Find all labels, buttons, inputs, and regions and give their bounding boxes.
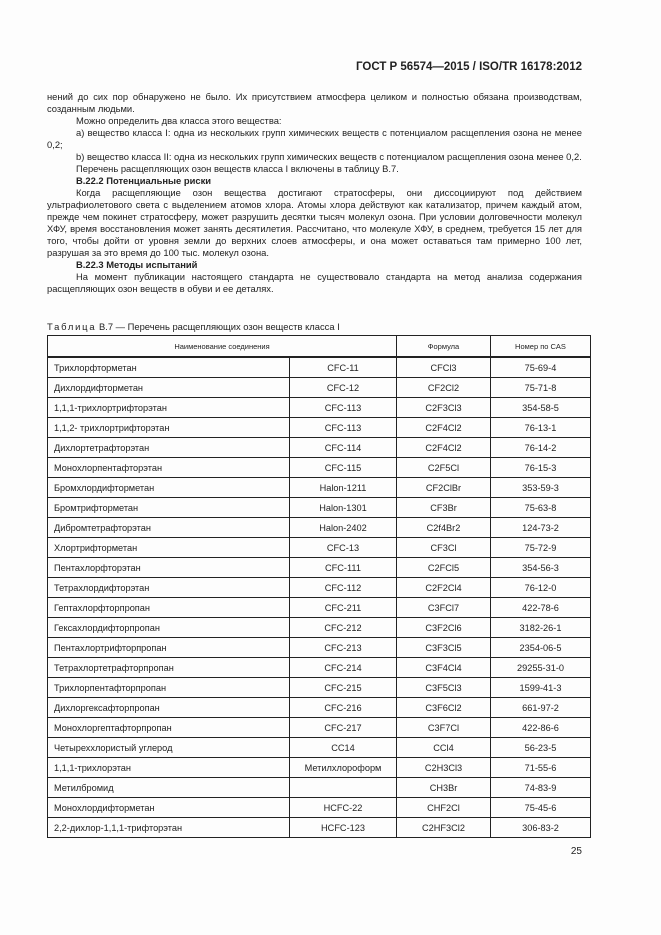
formula: C3F4Cl4 xyxy=(397,658,491,678)
compound-name: 1,1,1-трихлорэтан xyxy=(48,758,290,778)
table-row xyxy=(48,758,591,778)
table-row xyxy=(48,538,591,558)
compound-name: Тетрахлортетрафторпропан xyxy=(48,658,290,678)
formula: C3FCl7 xyxy=(397,598,491,618)
cas-number: 2354-06-5 xyxy=(491,638,591,658)
cas-number: 422-86-6 xyxy=(491,718,591,738)
compound-code: CC14 xyxy=(290,738,397,758)
compound-name: 1,1,2- трихлортрифторэтан xyxy=(48,418,290,438)
compound-code: CFC-215 xyxy=(290,678,397,698)
formula: C3F2Cl6 xyxy=(397,618,491,638)
paragraph: На момент публикации настоящего стандарта не существовало стандарта на метод анализа содержания расщепляющих озон веществ в обуви и ее деталях. xyxy=(47,271,582,294)
compound-code: CFC-211 xyxy=(290,598,397,618)
formula: CCl4 xyxy=(397,738,491,758)
table-row xyxy=(48,658,591,678)
compound-code: HCFC-22 xyxy=(290,798,397,818)
table-row xyxy=(48,738,591,758)
table-row xyxy=(48,798,591,818)
formula: C3F5Cl3 xyxy=(397,678,491,698)
compound-name: Пентахлортрифторпропан xyxy=(48,638,290,658)
compound-code: CFC-217 xyxy=(290,718,397,738)
table-row xyxy=(48,518,591,538)
table-row xyxy=(48,398,591,418)
cas-number: 76-13-1 xyxy=(491,418,591,438)
table-row xyxy=(48,698,591,718)
table-row xyxy=(48,718,591,738)
formula: CFCl3 xyxy=(397,357,491,378)
formula: C2F3Cl3 xyxy=(397,398,491,418)
paragraph: нений до сих пор обнаружено не было. Их присутствием атмосфера целиком и полностью обязана производствам, созданным людьми. xyxy=(47,91,582,114)
compound-name: Гексахлордифторпропан xyxy=(48,618,290,638)
table-row xyxy=(48,438,591,458)
compound-name: Трихлорпентафторпропан xyxy=(48,678,290,698)
cas-number: 76-12-0 xyxy=(491,578,591,598)
compound-code: CFC-216 xyxy=(290,698,397,718)
compound-code: CFC-113 xyxy=(290,398,397,418)
paragraph: a) вещество класса I: одна из нескольких групп химических веществ с потенциалом расщепления озона не менее 0,2; xyxy=(47,127,582,150)
cas-number: 422-78-6 xyxy=(491,598,591,618)
cas-number: 76-14-2 xyxy=(491,438,591,458)
compound-code: HCFC-123 xyxy=(290,818,397,838)
formula: CHF2Cl xyxy=(397,798,491,818)
compound-name: Гептахлорфторпропан xyxy=(48,598,290,618)
compound-code: CFC-112 xyxy=(290,578,397,598)
header-cas: Номер по CAS xyxy=(491,336,591,358)
compound-name: Монохлоргептафторпропан xyxy=(48,718,290,738)
formula: CF2ClBr xyxy=(397,478,491,498)
paragraph: Когда расщепляющие озон вещества достигают стратосферы, они диссоциируют под действием ультрафиолетового света с выделением атомов хлора. Атомы хлора действуют как катализатор, причем каждый атом, прежде чем покинет стратосферу, может разрушить десятки тысяч молекул озона. При условии долговечности молекул ХФУ, время восстановления может занять десятилетия. Рассчитано, что молекуле ХФУ, в среднем, требуется 15 лет для того, чтобы дойти от уровня земли до верхних слоев атмосферы, и она может оставаться там примерно 100 лет, разрушая за это время до 100 тыс. молекул озона. xyxy=(47,187,582,258)
body-text xyxy=(47,91,582,295)
compound-name: Бромхлордифторметан xyxy=(48,478,290,498)
table-row xyxy=(48,818,591,838)
table-row xyxy=(48,598,591,618)
page-number: 25 xyxy=(570,846,582,857)
compound-name: Хлортрифторметан xyxy=(48,538,290,558)
compound-name: Тетрахлордифторэтан xyxy=(48,578,290,598)
compound-code: CFC-11 xyxy=(290,357,397,378)
caption-text: В.7 — Перечень расщепляющих озон веществ класса I xyxy=(98,321,340,332)
compound-code: CFC-111 xyxy=(290,558,397,578)
formula: C2F4Cl2 xyxy=(397,438,491,458)
table-row xyxy=(48,498,591,518)
header-name: Наименование соединения xyxy=(48,336,397,358)
paragraph: Можно определить два класса этого вещества: xyxy=(76,115,282,126)
formula: C2FCl5 xyxy=(397,558,491,578)
compound-code: CFC-212 xyxy=(290,618,397,638)
table-row xyxy=(48,378,591,398)
compound-code: CFC-114 xyxy=(290,438,397,458)
compound-name: 1,1,1-трихлортрифторэтан xyxy=(48,398,290,418)
formula: C3F7Cl xyxy=(397,718,491,738)
formula: C2F2Cl4 xyxy=(397,578,491,598)
formula: C2F5Cl xyxy=(397,458,491,478)
formula: CF3Br xyxy=(397,498,491,518)
table-row xyxy=(48,638,591,658)
cas-number: 124-73-2 xyxy=(491,518,591,538)
cas-number: 3182-26-1 xyxy=(491,618,591,638)
cas-number: 75-71-8 xyxy=(491,378,591,398)
table-row xyxy=(48,678,591,698)
cas-number: 75-45-6 xyxy=(491,798,591,818)
table-row xyxy=(48,458,591,478)
table-row xyxy=(48,357,591,378)
compound-name: Дихлоргексафторпропан xyxy=(48,698,290,718)
compound-code: CFC-115 xyxy=(290,458,397,478)
formula: CH3Br xyxy=(397,778,491,798)
compound-name: Бромтрифторметан xyxy=(48,498,290,518)
compound-code: Метилхлороформ xyxy=(290,758,397,778)
compound-code: Halon-2402 xyxy=(290,518,397,538)
caption-label: Таблица xyxy=(47,321,97,332)
compound-code: CFC-13 xyxy=(290,538,397,558)
section-heading: В.22.2 Потенциальные риски xyxy=(76,175,212,186)
formula: C2f4Br2 xyxy=(397,518,491,538)
cas-number: 75-63-8 xyxy=(491,498,591,518)
compound-name: Монохлордифторметан xyxy=(48,798,290,818)
cas-number: 71-55-6 xyxy=(491,758,591,778)
table-row xyxy=(48,618,591,638)
cas-number: 74-83-9 xyxy=(491,778,591,798)
compound-name: Трихлорфторметан xyxy=(48,357,290,378)
compound-name: Пентахлорфторэтан xyxy=(48,558,290,578)
compound-name: Монохлорпентафторэтан xyxy=(48,458,290,478)
formula: C2F4Cl2 xyxy=(397,418,491,438)
cas-number: 75-69-4 xyxy=(491,357,591,378)
cas-number: 353-59-3 xyxy=(491,478,591,498)
table-row xyxy=(48,778,591,798)
document-header: ГОСТ Р 56574—2015 / ISO/TR 16178:2012 xyxy=(356,61,582,73)
formula: C2HF3Cl2 xyxy=(397,818,491,838)
formula: CF3Cl xyxy=(397,538,491,558)
compound-name: Дихлордифторметан xyxy=(48,378,290,398)
compound-code: CFC-213 xyxy=(290,638,397,658)
compound-code: Halon-1301 xyxy=(290,498,397,518)
compound-code: CFC-113 xyxy=(290,418,397,438)
compound-name: Дибромтетрафторэтан xyxy=(48,518,290,538)
cas-number: 306-83-2 xyxy=(491,818,591,838)
cas-number: 354-56-3 xyxy=(491,558,591,578)
paragraph: Перечень расщепляющих озон веществ класса I включены в таблицу В.7. xyxy=(76,163,399,174)
compound-code: Halon-1211 xyxy=(290,478,397,498)
formula: CF2Cl2 xyxy=(397,378,491,398)
compound-name: Дихлортетрафторэтан xyxy=(48,438,290,458)
compound-name: Метилбромид xyxy=(48,778,290,798)
formula: C3F3Cl5 xyxy=(397,638,491,658)
substances-table xyxy=(47,335,591,838)
paragraph: b) вещество класса II: одна из нескольких групп химических веществ с потенциалом расщепления озона менее 0,2. xyxy=(76,151,582,162)
cas-number: 354-58-5 xyxy=(491,398,591,418)
compound-code xyxy=(290,778,397,798)
cas-number: 661-97-2 xyxy=(491,698,591,718)
formula: C2H3Cl3 xyxy=(397,758,491,778)
table-caption xyxy=(47,321,340,332)
table-row xyxy=(48,578,591,598)
cas-number: 56-23-5 xyxy=(491,738,591,758)
table-row xyxy=(48,478,591,498)
formula: C3F6Cl2 xyxy=(397,698,491,718)
header-formula: Формула xyxy=(397,336,491,358)
compound-name: Четыреххлористый углерод xyxy=(48,738,290,758)
cas-number: 76-15-3 xyxy=(491,458,591,478)
cas-number: 75-72-9 xyxy=(491,538,591,558)
section-heading: В.22.3 Методы испытаний xyxy=(76,259,198,270)
compound-code: CFC-214 xyxy=(290,658,397,678)
compound-code: CFC-12 xyxy=(290,378,397,398)
table-row xyxy=(48,418,591,438)
table-row xyxy=(48,558,591,578)
cas-number: 1599-41-3 xyxy=(491,678,591,698)
cas-number: 29255-31-0 xyxy=(491,658,591,678)
compound-name: 2,2-дихлор-1,1,1-трифторэтан xyxy=(48,818,290,838)
